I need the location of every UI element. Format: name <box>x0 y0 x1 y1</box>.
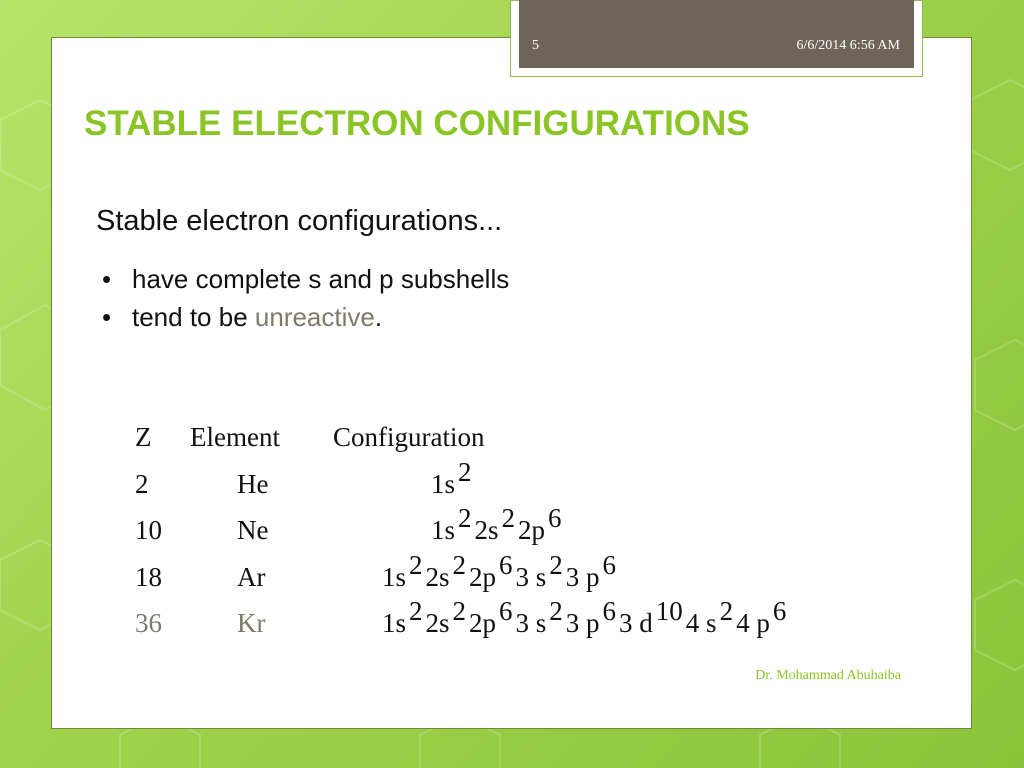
bullet-list <box>102 262 509 338</box>
orbital-electron-count: 6 <box>499 550 513 580</box>
orbital: 3 p <box>565 562 600 592</box>
row-z: 2 <box>135 469 149 499</box>
orbital-electron-count: 6 <box>548 503 562 533</box>
orbital-electron-count: 2 <box>501 503 516 533</box>
bullet-item <box>102 300 509 338</box>
row-z: 18 <box>135 562 162 592</box>
row-configuration <box>431 457 475 499</box>
header-band <box>519 0 914 68</box>
orbital-electron-count: 2 <box>409 596 423 626</box>
orbital-electron-count: 10 <box>655 596 683 626</box>
orbital: 1s <box>382 562 407 592</box>
bullet-text-prefix: tend to be <box>132 302 255 332</box>
orbital-electron-count: 2 <box>549 596 563 626</box>
orbital: 3 d <box>619 608 653 638</box>
slide-number: 5 <box>532 38 539 53</box>
orbital-electron-count: 2 <box>452 596 467 626</box>
orbital: 2s <box>474 515 499 545</box>
header-z: Z <box>135 422 152 452</box>
bullet-text-accent: unreactive <box>254 302 375 332</box>
orbital: 1s <box>431 469 456 499</box>
bullet-item <box>102 262 509 300</box>
orbital: 1s <box>382 608 407 638</box>
footer-author: Dr. Mohammad Abuhaiba <box>755 668 901 683</box>
row-z: 36 <box>135 608 162 638</box>
row-configuration <box>382 550 619 592</box>
bullet-text: have complete s and p subshells <box>132 264 510 294</box>
orbital: 3 s <box>515 562 547 592</box>
orbital-electron-count: 2 <box>409 550 423 580</box>
orbital-electron-count: 6 <box>499 596 513 626</box>
row-configuration <box>382 596 789 638</box>
orbital: 2p <box>469 608 497 638</box>
orbital: 2s <box>425 562 450 592</box>
orbital: 2p <box>518 515 546 545</box>
row-element: Ne <box>237 515 269 545</box>
orbital: 4 p <box>736 608 770 638</box>
header-configuration: Configuration <box>333 422 485 452</box>
orbital-electron-count: 6 <box>602 550 617 580</box>
slide-date-time: 6/6/2014 6:56 AM <box>796 38 900 53</box>
orbital-electron-count: 6 <box>772 596 787 626</box>
bullet-dot-icon: • <box>102 264 112 294</box>
orbital: 1s <box>431 515 456 545</box>
row-z: 10 <box>135 515 162 545</box>
orbital: 3 s <box>515 608 547 638</box>
row-configuration <box>431 503 565 545</box>
orbital: 3 p <box>565 608 600 638</box>
row-element: Kr <box>237 608 266 638</box>
bullet-text-suffix: . <box>374 302 383 332</box>
orbital-electron-count: 2 <box>452 550 467 580</box>
orbital: 4 s <box>685 608 717 638</box>
bullet-dot-icon: • <box>102 302 112 332</box>
orbital-electron-count: 6 <box>602 596 617 626</box>
header-element: Element <box>190 422 280 452</box>
orbital-electron-count: 2 <box>719 596 734 626</box>
slide-title: STABLE ELECTRON CONFIGURATIONS <box>84 104 750 143</box>
orbital: 2p <box>469 562 497 592</box>
orbital-electron-count: 2 <box>458 503 472 533</box>
orbital: 2s <box>425 608 450 638</box>
orbital-electron-count: 2 <box>458 457 472 487</box>
row-element: He <box>237 469 269 499</box>
row-element: Ar <box>237 562 266 592</box>
orbital-electron-count: 2 <box>549 550 563 580</box>
lead-text: Stable electron configurations... <box>96 205 503 237</box>
